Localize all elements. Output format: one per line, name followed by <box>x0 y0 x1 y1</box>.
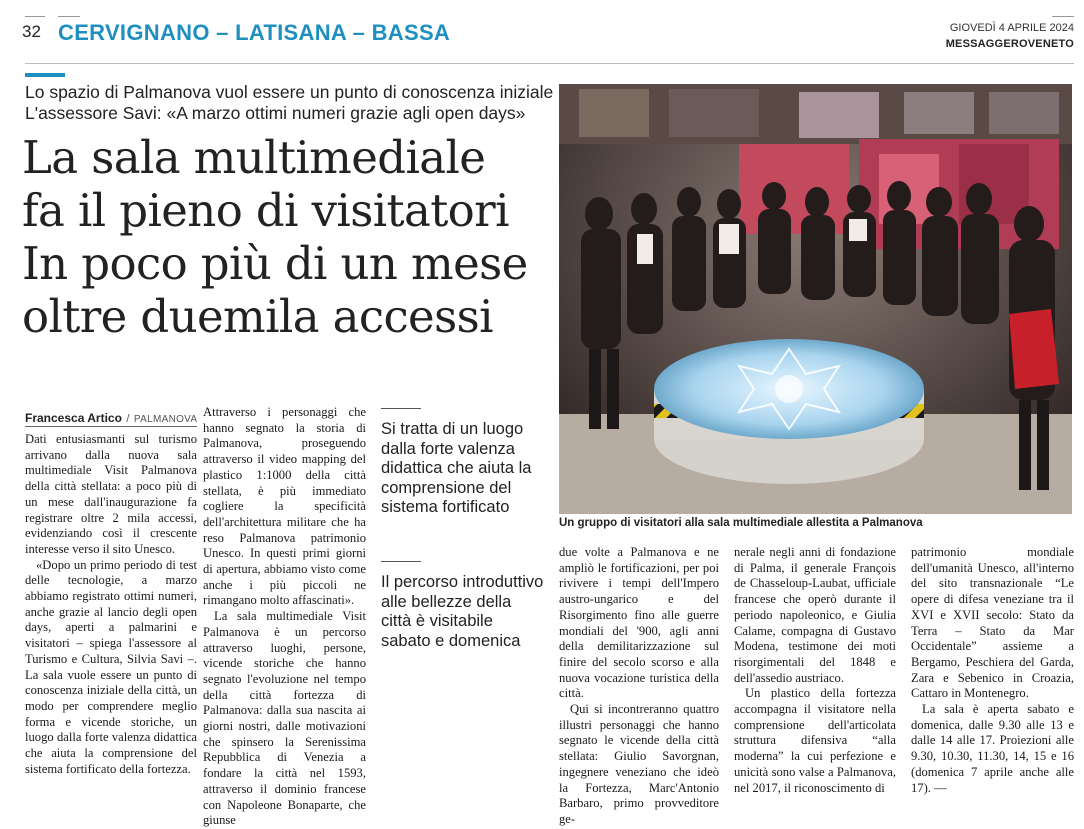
paragraph: «Dopo un primo periodo di test delle tecnologie, a marzo abbiamo registrato ottimi numeri, anche grazie al lancio degli open days, aperti a palmarini e visitatori – spiega l'assessore al Turismo e Cultura, Silvia Savi –. La sala vuole essere un punto di conoscenza iniziale della città, un modo per comprendere meglio forma e vicende storiche, un luogo dalla forte valenza didattica che aiuta la comprensione del sistema fortificato della fortezza. <box>25 557 197 776</box>
header-rule-left <box>25 16 45 17</box>
paragraph: La sala multimediale Visit Palmanova è un percorso attraverso luoghi, persone, vicende storiche che hanno segnato l'evoluzione nel tempo della città fortezza di Palmanova: dalla sua nascita ai giorni nostri, dalle motivazioni che spinsero la Serenissima Repubblica di Venezia a fondare la città nel 1593, attraverso il dominio francese con Napoleone Bonaparte, che giunse <box>203 609 366 828</box>
article-column-5 <box>911 545 1074 796</box>
headline-line-3: In poco più di un mese <box>22 237 528 290</box>
issue-date: GIOVEDÌ 4 APRILE 2024 <box>949 22 1074 34</box>
paragraph: nerale negli anni di fondazione di Palma, il generale François de Chasseloup-Laubat, ufficiale francese che operò durante il periodo napoleonico, e Giulia Calame, compagna di Gustavo Modena, testimone dei moti risorgimentali del 1848 e dell'assedio austriaco. <box>734 545 896 685</box>
newspaper-name: MESSAGGEROVENETO <box>945 38 1074 50</box>
paragraph: Dati entusiasmanti sul turismo arrivano dalla nuova sala multimediale Visit Palmanova della città stellata: a poco più di un mese dall'inaugurazione fa registrare oltre 2 mila accessi, evidenziando così il crescente interesse verso il sito Unesco. <box>25 432 197 556</box>
headline-line-2: fa il pieno di visitatori <box>22 184 509 237</box>
article-column-3 <box>559 545 719 828</box>
page-number: 32 <box>22 22 41 41</box>
dateline-place: PALMANOVA <box>133 414 198 425</box>
byline <box>25 409 197 427</box>
kicker-line-2: L'assessore Savi: «A marzo ottimi numeri grazie agli open days» <box>25 103 526 123</box>
article-photo <box>559 84 1072 514</box>
headline-line-4: oltre duemila accessi <box>22 290 493 343</box>
article-column-2 <box>203 405 366 829</box>
paragraph: La sala è aperta sabato e domenica, dalle 9.30 alle 13 e dalle 14 alle 17. Proiezioni alle 9.30, 10.30, 11.30, 14, 15 e 16 (domenica 7 aprile anche alle 17). — <box>911 702 1074 795</box>
byline-rule <box>25 426 197 427</box>
kicker-line-1: Lo spazio di Palmanova vuol essere un punto di conoscenza iniziale <box>25 82 554 102</box>
paragraph: Un plastico della fortezza accompagna il visitatore nella comprensione dell'articolata struttura difensiva “alla moderna” la cui perfezione e unicità sono valse a Palmanova, nel 2017, il riconoscimento di <box>734 686 896 795</box>
author-name: Francesca Artico <box>25 411 122 425</box>
headline-accent-bar <box>25 73 65 77</box>
headline-line-1: La sala multimediale <box>22 131 486 184</box>
pull-quote-rule-2 <box>381 561 421 562</box>
paragraph: due volte a Palmanova e ne ampliò le fortificazioni, per poi rivivere i tempi dell'Impero austro-ungarico e del Risorgimento fino alle guerre mondiali del '900, agli anni della demilitarizzazione sul finire del secolo scorso e alla nuova vocazione turistica della città. <box>559 545 719 701</box>
header-rule-right <box>1052 16 1074 17</box>
article-column-1 <box>25 432 197 777</box>
header-divider <box>25 63 1074 64</box>
byline-separator: / <box>126 413 130 425</box>
paragraph: Qui si incontreranno quattro illustri personaggi che hanno segnato le vicende della città stellata: Giulio Savorgnan, ingegnere veneziano che ideò la Fortezza, Marc'Antonio Barbaro, primo provveditore ge- <box>559 702 719 826</box>
section-title: CERVIGNANO – LATISANA – BASSA <box>58 20 451 45</box>
photo-caption: Un gruppo di visitatori alla sala multimediale allestita a Palmanova <box>559 517 923 529</box>
paragraph: Attraverso i personaggi che hanno segnato la storia di Palmanova, proseguendo attraverso il video mapping del plastico 1:1000 della città stellata, è più immediato cogliere la specificità dell'architettura militare che ha reso Palmanova patrimonio Unesco. In questi primi giorni di apertura, abbiamo visto come anche i più piccoli ne rimangano molto affascinati». <box>203 405 366 608</box>
paragraph: patrimonio mondiale dell'umanità Unesco, all'interno del sito transnazionale “Le opere di difesa veneziane tra il XVI e XVII secolo: Stato da Terra – Stato da Mar Occidentale” assieme a Bergamo, Peschiera del Garda, Zara e Sebenico in Croazia, Cattaro in Montenegro. <box>911 545 1074 701</box>
pull-quote-2: Il percorso introduttivo alle bellezze della città è visitabile sabato e domenica <box>381 573 544 650</box>
article-column-4 <box>734 545 896 796</box>
pull-quote-1: Si tratta di un luogo dalla forte valenza didattica che aiuta la comprensione del sistema fortificato <box>381 420 532 516</box>
pull-quote-rule-1 <box>381 408 421 409</box>
header-rule-section <box>58 16 80 17</box>
